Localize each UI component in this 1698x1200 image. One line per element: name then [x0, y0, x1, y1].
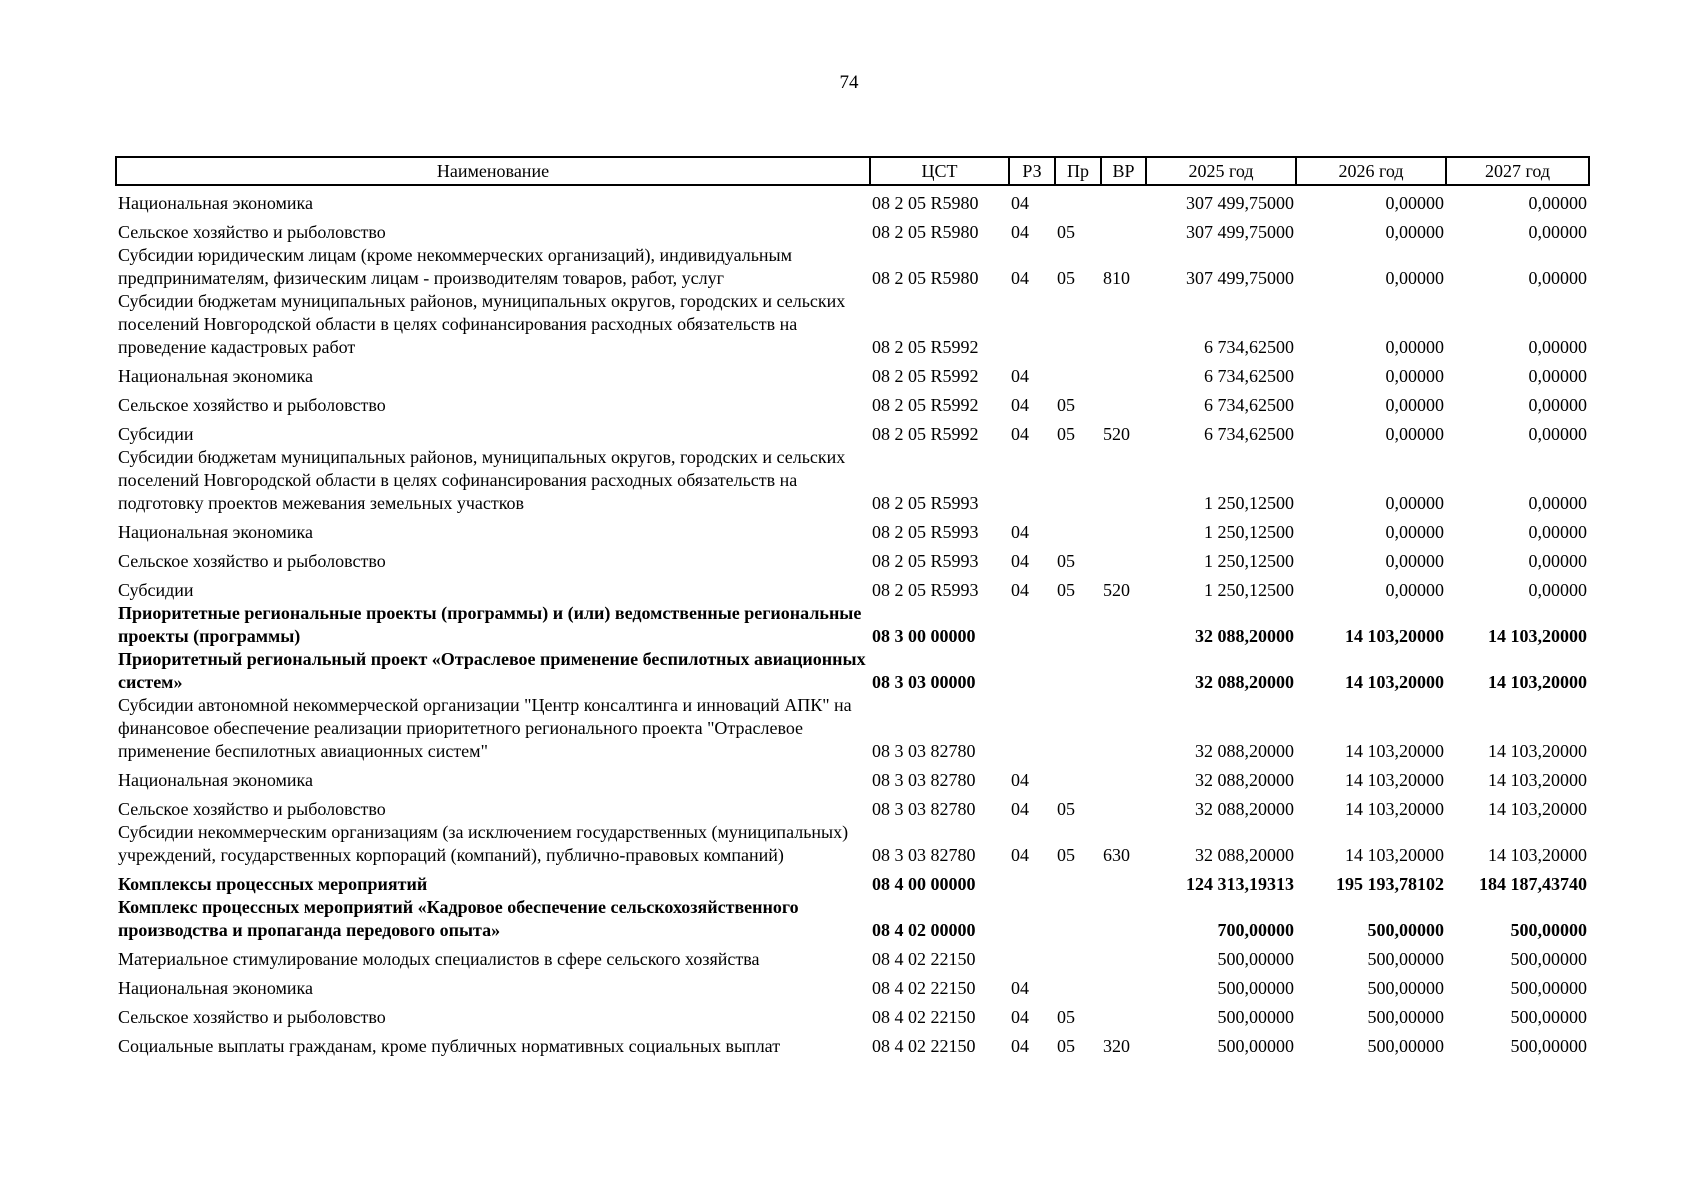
header-name: Наименование [116, 157, 870, 185]
cell-y2026: 14 103,20000 [1345, 799, 1444, 819]
table-row [116, 602, 1589, 648]
cell-y2025: 1 250,12500 [1204, 493, 1294, 513]
table-row [116, 694, 1589, 763]
cell-vr [1101, 215, 1146, 244]
cell-y2027: 0,00000 [1528, 493, 1587, 513]
table-row [116, 244, 1589, 290]
cell-pr: 05 [1057, 799, 1075, 819]
cell-name: Субсидии автономной некоммерческой организации "Центр консалтинга и инноваций АПК" на финансовое обеспечение реализации приоритетного регионального проекта "Отраслевое применение беспилотных авиационных систем" [118, 695, 852, 761]
cell-rz [1009, 694, 1055, 763]
cell-y2027: 500,00000 [1510, 920, 1587, 940]
cell-pr: 05 [1057, 1036, 1075, 1056]
table-row [116, 417, 1589, 446]
cell-pr: 05 [1057, 222, 1075, 242]
cell-pr [1055, 694, 1101, 763]
cell-y2026: 0,00000 [1385, 580, 1444, 600]
cell-y2027: 500,00000 [1510, 949, 1587, 969]
cell-vr [1101, 792, 1146, 821]
cell-vr: 810 [1103, 268, 1130, 288]
cell-cst: 08 3 03 82780 [872, 741, 976, 761]
cell-rz: 04 [1011, 193, 1029, 213]
cell-rz: 04 [1011, 580, 1029, 600]
cell-cst: 08 2 05 R5992 [872, 395, 979, 415]
cell-y2025: 6 734,62500 [1204, 395, 1294, 415]
cell-pr [1055, 185, 1101, 215]
cell-y2026: 0,00000 [1385, 395, 1444, 415]
cell-vr [1101, 942, 1146, 971]
cell-y2027: 0,00000 [1528, 366, 1587, 386]
header-2027: 2027 год [1446, 157, 1589, 185]
cell-y2027: 0,00000 [1528, 424, 1587, 444]
cell-name: Приоритетные региональные проекты (программы) и (или) ведомственные региональные проекты (программы) [118, 603, 862, 646]
cell-name: Национальная экономика [118, 978, 313, 998]
cell-vr [1101, 896, 1146, 942]
cell-pr: 05 [1057, 551, 1075, 571]
cell-rz: 04 [1011, 845, 1029, 865]
table-row [116, 290, 1589, 359]
cell-rz [1009, 446, 1055, 515]
cell-rz: 04 [1011, 222, 1029, 242]
cell-name: Комплексы процессных мероприятий [118, 874, 428, 894]
cell-name: Национальная экономика [118, 770, 313, 790]
cell-y2026: 14 103,20000 [1345, 626, 1444, 646]
table-row [116, 446, 1589, 515]
header-2025: 2025 год [1146, 157, 1296, 185]
cell-pr: 05 [1057, 395, 1075, 415]
cell-vr [1101, 185, 1146, 215]
cell-rz [1009, 867, 1055, 896]
cell-vr [1101, 763, 1146, 792]
cell-rz: 04 [1011, 424, 1029, 444]
cell-name: Сельское хозяйство и рыболовство [118, 799, 386, 819]
cell-name: Национальная экономика [118, 366, 313, 386]
cell-name: Субсидии некоммерческим организациям (за исключением государственных (муниципальных) учреждений, государственных корпораций (компаний), публично-правовых компаний) [118, 822, 849, 865]
cell-pr: 05 [1057, 845, 1075, 865]
cell-cst: 08 2 05 R5992 [872, 366, 979, 386]
cell-y2025: 500,00000 [1217, 978, 1294, 998]
cell-vr [1101, 359, 1146, 388]
cell-y2027: 0,00000 [1528, 193, 1587, 213]
cell-name: Социальные выплаты гражданам, кроме публичных нормативных социальных выплат [118, 1036, 781, 1056]
cell-cst: 08 2 05 R5993 [872, 551, 979, 571]
cell-vr: 520 [1103, 424, 1130, 444]
cell-name: Сельское хозяйство и рыболовство [118, 1007, 386, 1027]
table-row [116, 185, 1589, 215]
table-row [116, 573, 1589, 602]
cell-cst: 08 2 05 R5993 [872, 580, 979, 600]
table-row [116, 942, 1589, 971]
cell-name: Субсидии [118, 424, 194, 444]
table-row [116, 388, 1589, 417]
cell-rz [1009, 290, 1055, 359]
header-vr: ВР [1101, 157, 1146, 185]
cell-y2027: 184 187,43740 [1479, 874, 1587, 894]
table-row [116, 763, 1589, 792]
cell-pr [1055, 648, 1101, 694]
cell-y2025: 32 088,20000 [1195, 626, 1294, 646]
cell-cst: 08 3 03 82780 [872, 799, 976, 819]
cell-vr [1101, 290, 1146, 359]
table-row [116, 515, 1589, 544]
cell-y2026: 0,00000 [1385, 337, 1444, 357]
cell-cst: 08 2 05 R5992 [872, 424, 979, 444]
cell-name: Субсидии бюджетам муниципальных районов, муниципальных округов, городских и сельских поселений Новгородской области в целях софинансирования расходных обязательств на подготовку проектов межевания земельных участков [118, 447, 846, 513]
cell-cst: 08 4 02 22150 [872, 949, 976, 969]
cell-cst: 08 2 05 R5980 [872, 222, 979, 242]
cell-pr [1055, 290, 1101, 359]
table-header [116, 157, 1589, 185]
cell-name: Национальная экономика [118, 522, 313, 542]
cell-name: Сельское хозяйство и рыболовство [118, 222, 386, 242]
page-number: 74 [839, 72, 859, 93]
table-row [116, 792, 1589, 821]
cell-y2026: 14 103,20000 [1345, 845, 1444, 865]
cell-cst: 08 2 05 R5980 [872, 268, 979, 288]
table-row [116, 359, 1589, 388]
cell-rz: 04 [1011, 799, 1029, 819]
cell-y2026: 0,00000 [1385, 424, 1444, 444]
cell-y2026: 14 103,20000 [1345, 672, 1444, 692]
cell-pr [1055, 867, 1101, 896]
cell-y2025: 6 734,62500 [1204, 366, 1294, 386]
cell-y2026: 500,00000 [1367, 1007, 1444, 1027]
cell-pr: 05 [1057, 268, 1075, 288]
cell-name: Приоритетный региональный проект «Отраслевое применение беспилотных авиационных систем» [118, 649, 866, 692]
table-row [116, 544, 1589, 573]
cell-y2027: 500,00000 [1510, 1036, 1587, 1056]
cell-y2025: 32 088,20000 [1195, 799, 1294, 819]
cell-rz: 04 [1011, 366, 1029, 386]
cell-y2025: 307 499,75000 [1186, 222, 1294, 242]
cell-y2025: 307 499,75000 [1186, 268, 1294, 288]
cell-vr [1101, 515, 1146, 544]
cell-rz: 04 [1011, 770, 1029, 790]
table-row [116, 896, 1589, 942]
header-pr: Пр [1055, 157, 1101, 185]
cell-vr [1101, 446, 1146, 515]
table-body [116, 185, 1589, 1058]
cell-rz: 04 [1011, 978, 1029, 998]
cell-cst: 08 4 00 00000 [872, 874, 976, 894]
cell-pr [1055, 602, 1101, 648]
cell-y2026: 0,00000 [1385, 522, 1444, 542]
cell-pr [1055, 359, 1101, 388]
cell-y2025: 500,00000 [1217, 949, 1294, 969]
cell-vr [1101, 867, 1146, 896]
cell-vr [1101, 971, 1146, 1000]
cell-y2025: 500,00000 [1217, 1036, 1294, 1056]
cell-cst: 08 3 03 82780 [872, 770, 976, 790]
cell-y2026: 0,00000 [1385, 193, 1444, 213]
cell-vr: 520 [1103, 580, 1130, 600]
cell-rz [1009, 896, 1055, 942]
cell-y2027: 0,00000 [1528, 395, 1587, 415]
cell-y2025: 500,00000 [1217, 1007, 1294, 1027]
cell-name: Сельское хозяйство и рыболовство [118, 551, 386, 571]
cell-y2025: 32 088,20000 [1195, 672, 1294, 692]
cell-y2027: 14 103,20000 [1488, 672, 1587, 692]
cell-y2027: 14 103,20000 [1488, 626, 1587, 646]
cell-rz: 04 [1011, 522, 1029, 542]
cell-cst: 08 4 02 22150 [872, 1036, 976, 1056]
cell-pr: 05 [1057, 1007, 1075, 1027]
cell-y2025: 1 250,12500 [1204, 551, 1294, 571]
cell-rz: 04 [1011, 1007, 1029, 1027]
cell-vr [1101, 1000, 1146, 1029]
cell-y2026: 0,00000 [1385, 366, 1444, 386]
cell-y2027: 0,00000 [1528, 337, 1587, 357]
cell-vr [1101, 544, 1146, 573]
header-rz: РЗ [1009, 157, 1055, 185]
cell-cst: 08 3 03 00000 [872, 672, 976, 692]
cell-pr [1055, 896, 1101, 942]
cell-vr: 320 [1103, 1036, 1130, 1056]
cell-y2026: 0,00000 [1385, 222, 1444, 242]
cell-name: Субсидии [118, 580, 194, 600]
header-2026: 2026 год [1296, 157, 1446, 185]
cell-y2027: 0,00000 [1528, 580, 1587, 600]
cell-y2026: 500,00000 [1367, 920, 1444, 940]
budget-table [115, 156, 1590, 1058]
cell-name: Материальное стимулирование молодых специалистов в сфере сельского хозяйства [118, 949, 760, 969]
cell-cst: 08 2 05 R5992 [872, 337, 979, 357]
cell-rz [1009, 648, 1055, 694]
cell-y2025: 124 313,19313 [1186, 874, 1294, 894]
cell-y2025: 32 088,20000 [1195, 845, 1294, 865]
cell-y2027: 14 103,20000 [1488, 741, 1587, 761]
cell-y2026: 0,00000 [1385, 493, 1444, 513]
cell-y2026: 500,00000 [1367, 949, 1444, 969]
cell-y2027: 0,00000 [1528, 268, 1587, 288]
cell-y2027: 500,00000 [1510, 978, 1587, 998]
cell-pr [1055, 942, 1101, 971]
cell-y2025: 6 734,62500 [1204, 337, 1294, 357]
cell-y2027: 500,00000 [1510, 1007, 1587, 1027]
cell-y2026: 500,00000 [1367, 1036, 1444, 1056]
cell-name: Сельское хозяйство и рыболовство [118, 395, 386, 415]
cell-y2025: 32 088,20000 [1195, 770, 1294, 790]
cell-pr [1055, 515, 1101, 544]
cell-cst: 08 4 02 22150 [872, 1007, 976, 1027]
cell-rz: 04 [1011, 268, 1029, 288]
cell-y2026: 0,00000 [1385, 551, 1444, 571]
table-row [116, 867, 1589, 896]
cell-rz [1009, 602, 1055, 648]
cell-y2027: 0,00000 [1528, 222, 1587, 242]
cell-y2026: 0,00000 [1385, 268, 1444, 288]
cell-cst: 08 2 05 R5993 [872, 493, 979, 513]
table-row [116, 1000, 1589, 1029]
cell-vr [1101, 388, 1146, 417]
cell-rz: 04 [1011, 1036, 1029, 1056]
cell-cst: 08 4 02 00000 [872, 920, 976, 940]
cell-y2025: 307 499,75000 [1186, 193, 1294, 213]
cell-y2027: 14 103,20000 [1488, 799, 1587, 819]
cell-y2026: 14 103,20000 [1345, 741, 1444, 761]
cell-rz: 04 [1011, 395, 1029, 415]
cell-name: Субсидии юридическим лицам (кроме некоммерческих организаций), индивидуальным предпринимателям, физическим лицам - производителям товаров, работ, услуг [118, 245, 793, 288]
table-row [116, 971, 1589, 1000]
cell-vr [1101, 694, 1146, 763]
cell-name: Субсидии бюджетам муниципальных районов, муниципальных округов, городских и сельских поселений Новгородской области в целях софинансирования расходных обязательств на проведение кадастровых работ [118, 291, 846, 357]
cell-vr [1101, 602, 1146, 648]
cell-pr: 05 [1057, 580, 1075, 600]
cell-y2025: 32 088,20000 [1195, 741, 1294, 761]
cell-name: Комплекс процессных мероприятий «Кадровое обеспечение сельскохозяйственного производства и пропаганда передового опыта» [118, 897, 799, 940]
cell-y2025: 1 250,12500 [1204, 580, 1294, 600]
cell-pr [1055, 971, 1101, 1000]
cell-vr [1101, 648, 1146, 694]
cell-pr: 05 [1057, 424, 1075, 444]
cell-cst: 08 2 05 R5993 [872, 522, 979, 542]
cell-cst: 08 3 00 00000 [872, 626, 976, 646]
cell-y2026: 14 103,20000 [1345, 770, 1444, 790]
cell-pr [1055, 763, 1101, 792]
cell-rz: 04 [1011, 551, 1029, 571]
cell-cst: 08 3 03 82780 [872, 845, 976, 865]
header-cst: ЦСТ [870, 157, 1009, 185]
cell-y2025: 1 250,12500 [1204, 522, 1294, 542]
cell-cst: 08 4 02 22150 [872, 978, 976, 998]
cell-rz [1009, 942, 1055, 971]
cell-y2027: 0,00000 [1528, 551, 1587, 571]
cell-cst: 08 2 05 R5980 [872, 193, 979, 213]
table-row [116, 1029, 1589, 1058]
cell-vr: 630 [1103, 845, 1130, 865]
cell-y2027: 14 103,20000 [1488, 845, 1587, 865]
cell-y2027: 14 103,20000 [1488, 770, 1587, 790]
cell-y2026: 195 193,78102 [1336, 874, 1444, 894]
cell-y2027: 0,00000 [1528, 522, 1587, 542]
cell-y2026: 500,00000 [1367, 978, 1444, 998]
table-row [116, 648, 1589, 694]
cell-pr [1055, 446, 1101, 515]
cell-name: Национальная экономика [118, 193, 313, 213]
cell-y2025: 700,00000 [1217, 920, 1294, 940]
table-row [116, 821, 1589, 867]
cell-y2025: 6 734,62500 [1204, 424, 1294, 444]
table-row [116, 215, 1589, 244]
